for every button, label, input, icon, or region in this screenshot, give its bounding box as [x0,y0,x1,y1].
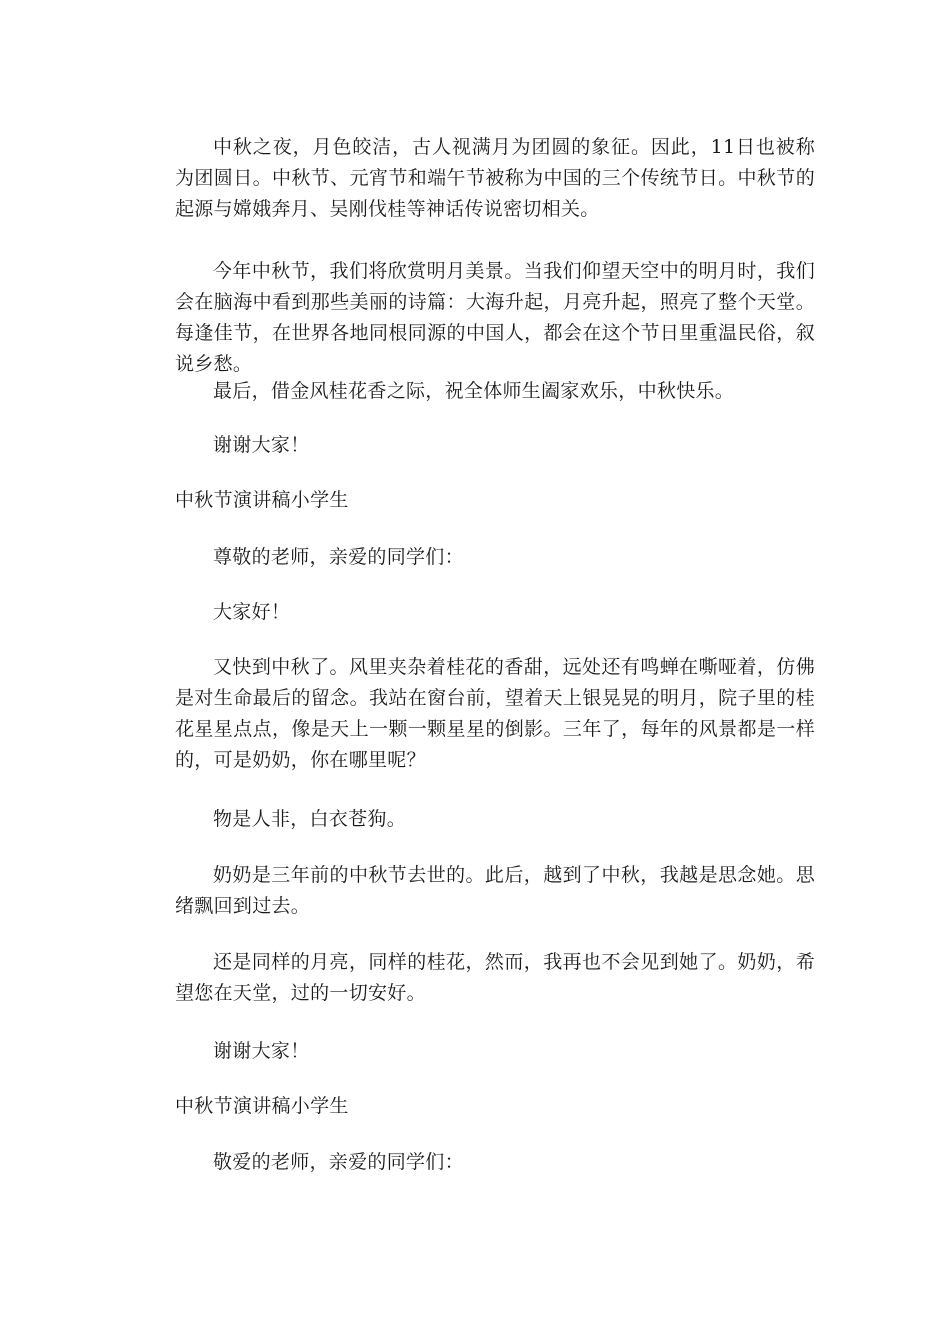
paragraph-this-year: 今年中秋节，我们将欣赏明月美景。当我们仰望天空中的明月时，我们会在脑海中看到那些美丽的诗篇：大海升起，月亮升起，照亮了整个天堂。每逢佳节，在世界各地同根同源的中国人，都会在这个节日里重温民俗，叙说乡愁。 [175,260,815,375]
speech-title-1: 中秋节演讲稿小学生 [175,489,349,511]
paragraph-thanks-2: 谢谢大家！ [213,1040,310,1062]
paragraph-things-changed: 物是人非，白衣苍狗。 [213,808,407,830]
paragraph-grandma-passed: 奶奶是三年前的中秋节去世的。此后，越到了中秋，我越是思念她。思绪飘回到过去。 [175,864,815,917]
paragraph-blessing: 最后，借金风桂花香之际，祝全体师生阖家欢乐，中秋快乐。 [213,380,735,402]
paragraph-same-moon: 还是同样的月亮，同样的桂花，然而，我再也不会见到她了。奶奶，希望您在天堂，过的一切安好。 [175,951,815,1004]
paragraph-greeting-2: 敬爱的老师，亲爱的同学们： [213,1151,464,1173]
paragraph-hello: 大家好！ [213,601,291,623]
paragraph-thanks-1: 谢谢大家！ [213,434,310,456]
paragraph-mid-autumn-night: 中秋之夜，月色皎洁，古人视满月为团圆的象征。因此，11日也被称为团圆日。中秋节、元宵节和端午节被称为中国的三个传统节日。中秋节的起源与嫦娥奔月、吴刚伐桂等神话传说密切相关。 [175,136,815,220]
paragraph-greeting-1: 尊敬的老师，亲爱的同学们： [213,546,464,568]
speech-title-2: 中秋节演讲稿小学生 [175,1095,349,1117]
paragraph-autumn-again: 又快到中秋了。风里夹杂着桂花的香甜，远处还有鸣蝉在嘶哑着，仿佛是对生命最后的留念。我站在窗台前，望着天上银晃晃的明月，院子里的桂花星星点点，像是天上一颗一颗星星的倒影。三年了，每年的风景都是一样的，可是奶奶，你在哪里呢？ [175,656,815,771]
